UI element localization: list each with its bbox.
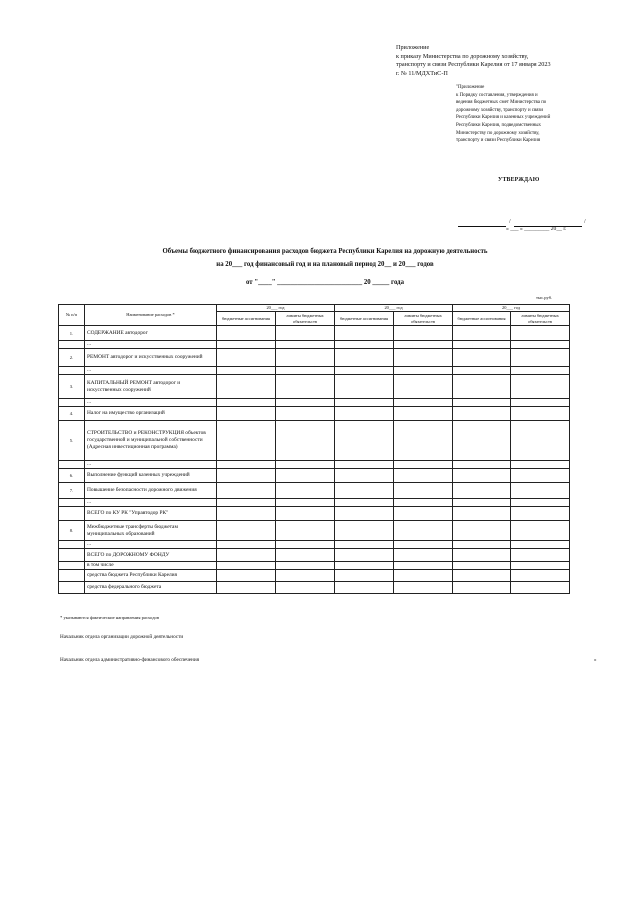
value-cell[interactable] <box>217 461 276 469</box>
value-cell[interactable] <box>394 562 453 570</box>
value-cell[interactable] <box>217 326 276 341</box>
row-name: ... <box>85 341 217 349</box>
row-number <box>59 562 85 570</box>
value-cell[interactable] <box>511 349 570 367</box>
table-row <box>59 521 570 541</box>
note-line: ведения бюджетных смет Министерства по <box>456 100 547 106</box>
header-budget-limits: лимиты бюджетных обязательств <box>394 312 453 326</box>
value-cell[interactable] <box>217 367 276 375</box>
value-cell[interactable] <box>453 570 511 582</box>
table-row <box>59 349 570 367</box>
value-cell[interactable] <box>276 483 335 499</box>
value-cell[interactable] <box>394 507 453 521</box>
value-cell[interactable] <box>276 499 335 507</box>
row-name: Межбюджетные трансферты бюджетам муниципальных образований <box>85 521 217 541</box>
value-cell[interactable] <box>453 469 511 483</box>
value-cell[interactable] <box>511 570 570 582</box>
row-number <box>59 341 85 349</box>
row-name: средства федерального бюджета <box>85 582 217 594</box>
value-cell[interactable] <box>394 461 453 469</box>
closing-quote: » <box>594 658 597 663</box>
row-number: 5. <box>59 421 85 461</box>
value-cell[interactable] <box>335 367 394 375</box>
value-cell[interactable] <box>511 582 570 594</box>
value-cell[interactable] <box>217 421 276 461</box>
value-cell[interactable] <box>453 326 511 341</box>
value-cell[interactable] <box>335 521 394 541</box>
row-name: ... <box>85 499 217 507</box>
value-cell[interactable] <box>511 399 570 407</box>
header-budget-allocations: бюджетные ассигнования <box>335 312 394 326</box>
value-cell[interactable] <box>511 421 570 461</box>
header-line: транспорту и связи Республики Карелия от 17 января 2023 <box>396 61 551 69</box>
value-cell[interactable] <box>276 570 335 582</box>
value-cell[interactable] <box>335 375 394 399</box>
value-cell[interactable] <box>394 367 453 375</box>
value-cell[interactable] <box>276 375 335 399</box>
value-cell[interactable] <box>217 375 276 399</box>
value-cell[interactable] <box>394 570 453 582</box>
value-cell[interactable] <box>335 499 394 507</box>
row-name: ... <box>85 367 217 375</box>
note-line: транспорту и связи Республики Карелия <box>456 138 541 144</box>
value-cell[interactable] <box>276 326 335 341</box>
value-cell[interactable] <box>394 582 453 594</box>
value-cell[interactable] <box>276 349 335 367</box>
row-name: РЕМОНТ автодорог и искусственных сооружений <box>85 349 217 367</box>
signature-separator: / <box>509 219 511 225</box>
value-cell[interactable] <box>335 582 394 594</box>
value-cell[interactable] <box>511 326 570 341</box>
value-cell[interactable] <box>217 507 276 521</box>
row-number: 4. <box>59 407 85 421</box>
value-cell[interactable] <box>453 499 511 507</box>
financing-table <box>58 304 570 594</box>
value-cell[interactable] <box>335 461 394 469</box>
value-cell[interactable] <box>217 570 276 582</box>
row-name: Выполнение функций казенных учреждений <box>85 469 217 483</box>
value-cell[interactable] <box>453 483 511 499</box>
value-cell[interactable] <box>276 469 335 483</box>
value-cell[interactable] <box>511 341 570 349</box>
row-name: ВСЕГО по ДОРОЖНОМУ ФОНДУ <box>85 549 217 562</box>
value-cell[interactable] <box>276 582 335 594</box>
row-name: КАПИТАЛЬНЫЙ РЕМОНТ автодорог и искусственных сооружений <box>85 375 217 399</box>
header-line: Приложение <box>396 44 430 51</box>
header-budget-allocations: бюджетные ассигнования <box>453 312 511 326</box>
value-cell[interactable] <box>335 349 394 367</box>
header-budget-allocations: бюджетные ассигнования <box>217 312 276 326</box>
value-cell[interactable] <box>276 399 335 407</box>
value-cell[interactable] <box>511 367 570 375</box>
value-cell[interactable] <box>276 367 335 375</box>
value-cell[interactable] <box>511 469 570 483</box>
value-cell[interactable] <box>276 461 335 469</box>
table-row <box>59 570 570 582</box>
table-row <box>59 461 570 469</box>
header-name: Наименование расходов * <box>85 305 217 326</box>
row-name: СТРОИТЕЛЬСТВО и РЕКОНСТРУКЦИЯ объектов государственной и муниципальной собственности (Адресная инвестиционная программа) <box>85 421 217 461</box>
units-label: тыс.руб. <box>536 295 553 300</box>
value-cell[interactable] <box>335 341 394 349</box>
value-cell[interactable] <box>335 326 394 341</box>
value-cell[interactable] <box>453 541 511 549</box>
table-row <box>59 367 570 375</box>
value-cell[interactable] <box>217 499 276 507</box>
value-cell[interactable] <box>394 399 453 407</box>
value-cell[interactable] <box>335 562 394 570</box>
row-number <box>59 399 85 407</box>
row-name: Налог на имущество организаций <box>85 407 217 421</box>
value-cell[interactable] <box>394 407 453 421</box>
row-number: 3. <box>59 375 85 399</box>
value-cell[interactable] <box>217 483 276 499</box>
table-row <box>59 469 570 483</box>
value-cell[interactable] <box>276 541 335 549</box>
value-cell[interactable] <box>453 399 511 407</box>
value-cell[interactable] <box>511 499 570 507</box>
signatory-finance-department: Начальник отдела административно-финансового обеспечения <box>60 657 199 663</box>
row-name: ... <box>85 399 217 407</box>
document-title-date: от "____" _________________________ 20 _____ года <box>246 279 404 286</box>
value-cell[interactable] <box>511 549 570 562</box>
value-cell[interactable] <box>335 507 394 521</box>
value-cell[interactable] <box>394 421 453 461</box>
value-cell[interactable] <box>394 326 453 341</box>
table-row <box>59 421 570 461</box>
value-cell[interactable] <box>217 399 276 407</box>
value-cell[interactable] <box>217 582 276 594</box>
value-cell[interactable] <box>276 507 335 521</box>
value-cell[interactable] <box>453 349 511 367</box>
value-cell[interactable] <box>276 341 335 349</box>
row-name: СОДЕРЖАНИЕ автодорог <box>85 326 217 341</box>
row-number <box>59 541 85 549</box>
row-number <box>59 570 85 582</box>
value-cell[interactable] <box>511 562 570 570</box>
value-cell[interactable] <box>453 507 511 521</box>
document-title-period: на 20___ год финансовый год и на плановый период 20__ и 20___ годов <box>216 261 434 268</box>
value-cell[interactable] <box>217 521 276 541</box>
table-row <box>59 407 570 421</box>
table-row <box>59 399 570 407</box>
footnote: * указываются фактические направления расходов <box>60 615 160 620</box>
value-cell[interactable] <box>453 582 511 594</box>
table-row <box>59 326 570 341</box>
value-cell[interactable] <box>511 507 570 521</box>
table-row <box>59 541 570 549</box>
header-line: г. № 11/МДХТиС-П <box>396 69 448 77</box>
row-name: средства бюджета Республики Карелия <box>85 570 217 582</box>
value-cell[interactable] <box>453 461 511 469</box>
appendix-note <box>456 84 606 145</box>
signature-separator: / <box>584 219 586 225</box>
value-cell[interactable] <box>217 341 276 349</box>
value-cell[interactable] <box>453 521 511 541</box>
row-number: 8. <box>59 521 85 541</box>
value-cell[interactable] <box>394 341 453 349</box>
value-cell[interactable] <box>276 521 335 541</box>
value-cell[interactable] <box>511 375 570 399</box>
row-number <box>59 582 85 594</box>
approval-date: « ___ » _________ 20__ г. <box>506 226 567 232</box>
note-line: Республики Карелия, подведомственных <box>456 122 541 128</box>
header-num: № п/п <box>59 305 85 326</box>
table-row <box>59 375 570 399</box>
signatory-road-department: Начальник отдела организации дорожной деятельности <box>60 634 184 640</box>
order-reference <box>396 44 606 78</box>
value-cell[interactable] <box>511 461 570 469</box>
note-line: дорожному хозяйству, транспорту и связи <box>456 107 544 113</box>
note-line: Республики Карелия и казенных учреждений <box>456 115 551 121</box>
value-cell[interactable] <box>511 521 570 541</box>
value-cell[interactable] <box>335 421 394 461</box>
row-number <box>59 367 85 375</box>
value-cell[interactable] <box>453 407 511 421</box>
table-row <box>59 499 570 507</box>
row-name: Повышение безопасности дорожного движения <box>85 483 217 499</box>
value-cell[interactable] <box>394 375 453 399</box>
value-cell[interactable] <box>217 469 276 483</box>
value-cell[interactable] <box>453 367 511 375</box>
value-cell[interactable] <box>394 541 453 549</box>
value-cell[interactable] <box>217 541 276 549</box>
note-line: Министерству по дорожному хозяйству, <box>456 130 540 136</box>
value-cell[interactable] <box>394 521 453 541</box>
value-cell[interactable] <box>453 549 511 562</box>
value-cell[interactable] <box>335 407 394 421</box>
value-cell[interactable] <box>394 483 453 499</box>
row-number: 7. <box>59 483 85 499</box>
value-cell[interactable] <box>394 499 453 507</box>
row-number: 1. <box>59 326 85 341</box>
approve-label: УТВЕРЖДАЮ <box>498 177 540 183</box>
row-name: ВСЕГО по КУ РК "Управтодор РК" <box>85 507 217 521</box>
header-budget-limits: лимиты бюджетных обязательств <box>511 312 570 326</box>
table-row <box>59 549 570 562</box>
value-cell[interactable] <box>217 549 276 562</box>
value-cell[interactable] <box>511 541 570 549</box>
value-cell[interactable] <box>511 483 570 499</box>
value-cell[interactable] <box>335 399 394 407</box>
value-cell[interactable] <box>453 341 511 349</box>
value-cell[interactable] <box>276 549 335 562</box>
table-row <box>59 562 570 570</box>
value-cell[interactable] <box>276 407 335 421</box>
row-name: ... <box>85 541 217 549</box>
value-cell[interactable] <box>511 407 570 421</box>
header-line: к приказу Министерства по дорожному хозяйству, <box>396 52 529 60</box>
header-year: 20___ год <box>335 305 453 312</box>
header-year: 20___ год <box>217 305 335 312</box>
value-cell[interactable] <box>453 421 511 461</box>
note-line: к Порядку составления, утверждения и <box>456 92 538 98</box>
row-number: 6. <box>59 469 85 483</box>
row-number <box>59 461 85 469</box>
row-name: в том числе <box>85 562 217 570</box>
value-cell[interactable] <box>394 349 453 367</box>
header-year: 20___ год <box>453 305 570 312</box>
row-number <box>59 499 85 507</box>
value-cell[interactable] <box>335 541 394 549</box>
value-cell[interactable] <box>335 483 394 499</box>
row-name: ... <box>85 461 217 469</box>
document-title: Объемы бюджетного финансирования расходов бюджета Республики Карелия на дорожную деятельность <box>162 248 488 255</box>
note-line: "Приложение <box>456 85 485 90</box>
value-cell[interactable] <box>276 562 335 570</box>
value-cell[interactable] <box>453 562 511 570</box>
table-row <box>59 341 570 349</box>
table-row <box>59 582 570 594</box>
value-cell[interactable] <box>335 469 394 483</box>
value-cell[interactable] <box>335 570 394 582</box>
table-row <box>59 507 570 521</box>
value-cell[interactable] <box>217 407 276 421</box>
table-row <box>59 483 570 499</box>
value-cell[interactable] <box>217 349 276 367</box>
signature-line <box>458 226 506 227</box>
value-cell[interactable] <box>394 549 453 562</box>
value-cell[interactable] <box>394 469 453 483</box>
header-budget-limits: лимиты бюджетных обязательств <box>276 312 335 326</box>
value-cell[interactable] <box>335 549 394 562</box>
value-cell[interactable] <box>453 375 511 399</box>
row-number <box>59 549 85 562</box>
row-number: 2. <box>59 349 85 367</box>
value-cell[interactable] <box>217 562 276 570</box>
value-cell[interactable] <box>276 421 335 461</box>
row-number <box>59 507 85 521</box>
